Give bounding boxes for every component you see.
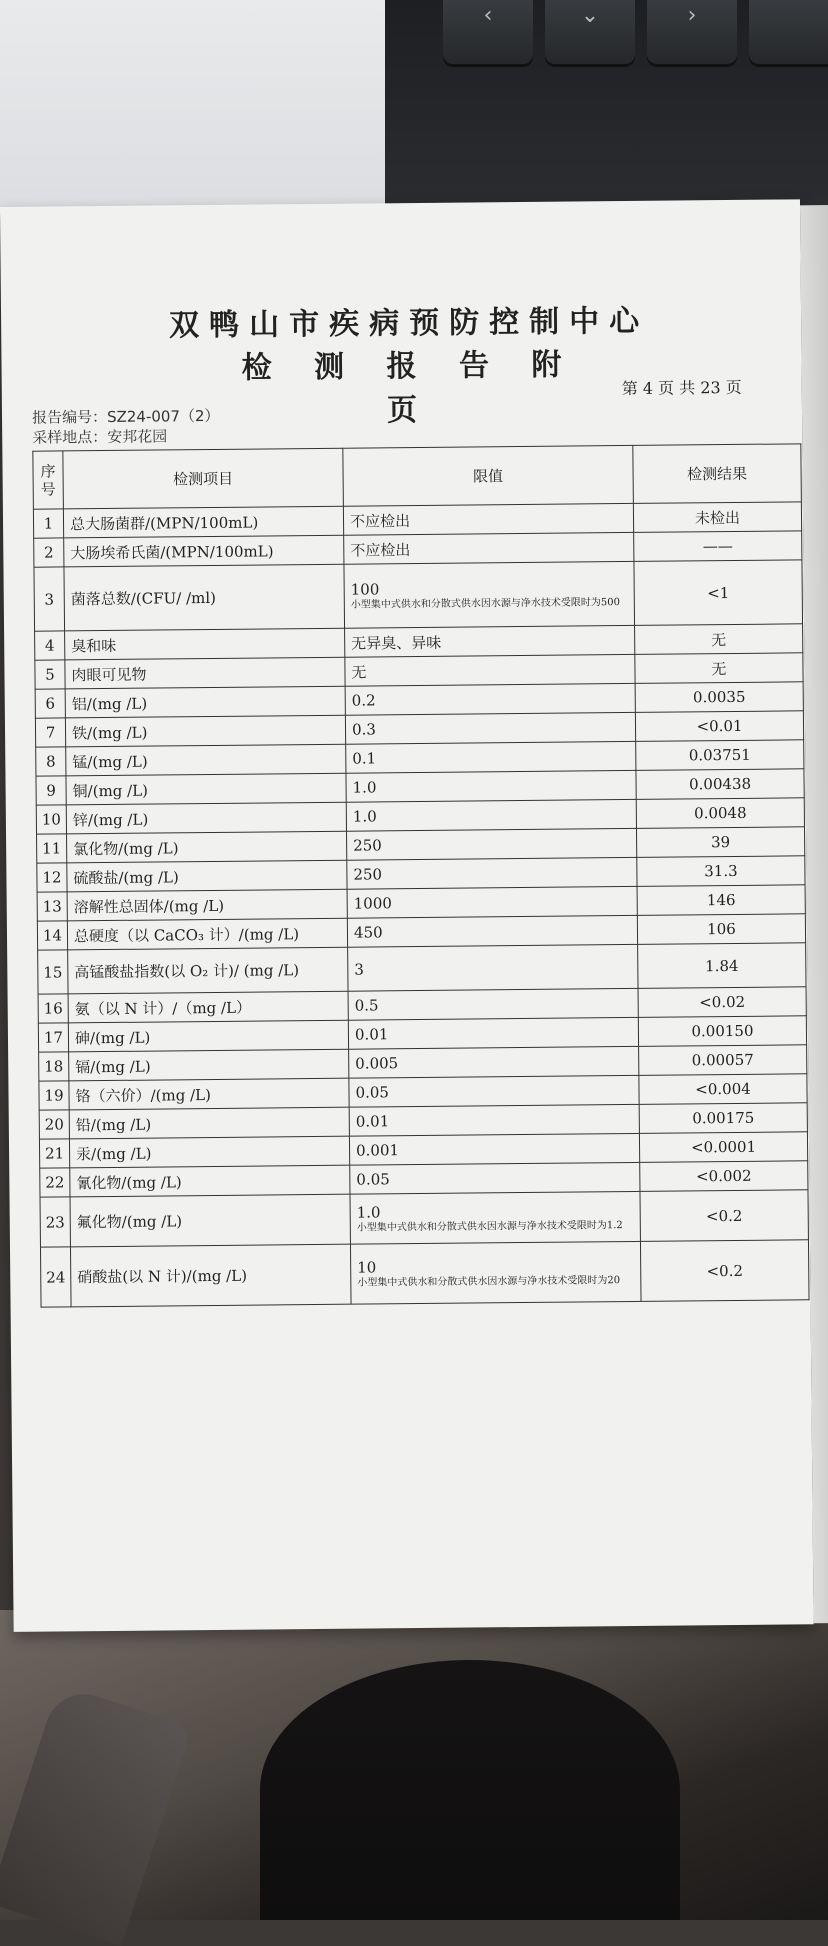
row-limit bbox=[345, 683, 635, 715]
row-limit bbox=[344, 561, 635, 628]
key-right-label: › bbox=[687, 3, 697, 28]
row-item: 氰化物/(mg /L) bbox=[70, 1165, 350, 1197]
row-result: 146 bbox=[637, 885, 805, 916]
row-item: 氯化物/(mg /L) bbox=[67, 831, 347, 863]
limit-value: 10 bbox=[357, 1258, 377, 1277]
row-number: 23 bbox=[40, 1197, 70, 1247]
table-row bbox=[38, 943, 806, 994]
limit-value: 250 bbox=[353, 865, 383, 884]
limit-value: 1.0 bbox=[352, 778, 377, 797]
report-page bbox=[0, 199, 814, 1632]
row-number: 7 bbox=[35, 718, 65, 747]
limit-value: 3 bbox=[354, 960, 364, 979]
keyboard-key-extra bbox=[749, 0, 828, 64]
keyboard-key-right bbox=[647, 0, 737, 64]
row-result: <0.002 bbox=[640, 1161, 808, 1192]
row-limit bbox=[345, 654, 635, 686]
row-item: 锌/(mg /L) bbox=[66, 802, 346, 834]
row-result: 106 bbox=[637, 914, 805, 945]
row-result: 0.00175 bbox=[639, 1103, 807, 1134]
row-number: 12 bbox=[37, 863, 67, 892]
row-item: 锰/(mg /L) bbox=[66, 744, 346, 776]
row-item: 高锰酸盐指数(以 O₂ 计)/ (mg /L) bbox=[68, 947, 348, 994]
row-item: 臭和味 bbox=[65, 628, 345, 660]
limit-note: 小型集中式供水和分散式供水因水源与净水技术受限时为1.2 bbox=[356, 1220, 623, 1234]
row-result: 未检出 bbox=[633, 502, 801, 533]
row-limit bbox=[349, 1133, 639, 1165]
header-result: 检测结果 bbox=[633, 444, 802, 504]
background-keyboard bbox=[385, 0, 828, 205]
row-item: 镉/(mg /L) bbox=[69, 1049, 349, 1081]
row-result: 0.00057 bbox=[639, 1045, 807, 1076]
row-number: 8 bbox=[36, 747, 66, 776]
row-number: 10 bbox=[36, 805, 66, 834]
limit-value: 0.1 bbox=[352, 749, 377, 768]
row-limit bbox=[347, 886, 637, 918]
limit-value: 1.0 bbox=[356, 1203, 381, 1222]
limit-note: 小型集中式供水和分散式供水因水源与净水技术受限时为20 bbox=[357, 1275, 621, 1289]
background-dark-object bbox=[260, 1660, 680, 1920]
keyboard-key-down bbox=[545, 0, 635, 64]
limit-value: 0.05 bbox=[356, 1170, 390, 1189]
row-result: <0.2 bbox=[640, 1240, 809, 1302]
row-limit bbox=[347, 857, 637, 889]
limit-value: 0.01 bbox=[355, 1112, 390, 1131]
limit-value: 无异臭、异味 bbox=[351, 633, 442, 653]
key-left-label: ‹ bbox=[483, 3, 493, 28]
row-limit bbox=[343, 503, 633, 535]
row-limit bbox=[346, 741, 636, 773]
limit-value: 450 bbox=[353, 923, 383, 942]
row-item: 氨（以 N 计）/（mg /L） bbox=[68, 991, 348, 1023]
report-number: 报告编号：SZ24-007（2） bbox=[31, 406, 220, 427]
document-subtitle: 检 测 报 告 附 页 bbox=[241, 347, 578, 429]
row-result: —— bbox=[634, 531, 802, 562]
row-limit bbox=[347, 915, 637, 947]
limit-value: 0.01 bbox=[354, 1025, 389, 1044]
row-item: 铝/(mg /L) bbox=[65, 686, 345, 718]
row-item: 大肠埃希氏菌/(MPN/100mL) bbox=[64, 535, 344, 567]
row-item: 总大肠菌群/(MPN/100mL) bbox=[63, 506, 343, 538]
row-number: 22 bbox=[40, 1168, 70, 1197]
row-number: 15 bbox=[38, 950, 68, 994]
row-number: 1 bbox=[33, 509, 63, 538]
row-limit bbox=[347, 828, 637, 860]
row-item: 菌落总数/(CFU/ /ml) bbox=[64, 564, 345, 631]
limit-value: 不应检出 bbox=[350, 540, 411, 560]
row-limit bbox=[346, 799, 636, 831]
row-number: 5 bbox=[35, 660, 65, 689]
row-number: 13 bbox=[37, 892, 67, 921]
page-number: 第 4 页 共 23 页 bbox=[621, 377, 742, 399]
keyboard-key-left bbox=[443, 0, 533, 64]
limit-value: 250 bbox=[353, 836, 382, 855]
row-item: 肉眼可见物 bbox=[65, 657, 345, 689]
row-number: 11 bbox=[37, 834, 67, 863]
limit-value: 1000 bbox=[353, 894, 392, 913]
limit-value: 0.2 bbox=[351, 691, 376, 710]
row-limit bbox=[349, 1046, 639, 1078]
limit-value: 0.05 bbox=[355, 1083, 390, 1102]
row-number: 6 bbox=[35, 689, 65, 718]
row-item: 铬（六价）/(mg /L) bbox=[69, 1078, 349, 1110]
table-header-row bbox=[33, 444, 802, 509]
row-number: 17 bbox=[38, 1023, 68, 1052]
header-seq: 序号 bbox=[33, 451, 64, 509]
row-item: 汞/(mg /L) bbox=[69, 1136, 349, 1168]
row-limit bbox=[348, 1017, 638, 1049]
row-item: 硝酸盐(以 N 计)/(mg /L) bbox=[70, 1244, 351, 1307]
row-item: 砷/(mg /L) bbox=[68, 1020, 348, 1052]
row-number: 2 bbox=[34, 538, 64, 567]
background-paper bbox=[0, 0, 410, 215]
row-result: <0.2 bbox=[640, 1190, 808, 1242]
results-table bbox=[32, 443, 809, 1307]
limit-value: 1.0 bbox=[352, 807, 377, 826]
row-result: 0.03751 bbox=[636, 740, 804, 771]
limit-value: 0.3 bbox=[351, 720, 376, 739]
row-result: 无 bbox=[635, 653, 803, 684]
limit-value: 0.005 bbox=[355, 1054, 399, 1073]
row-limit bbox=[344, 532, 634, 564]
row-limit bbox=[349, 1075, 639, 1107]
row-number: 4 bbox=[35, 631, 65, 660]
row-item: 溶解性总固体/(mg /L) bbox=[67, 889, 347, 921]
limit-value: 无 bbox=[351, 663, 367, 682]
document-title: 双鸭山市疾病预防控制中心 bbox=[168, 303, 650, 344]
limit-value: 100 bbox=[350, 580, 380, 599]
row-result: 0.00438 bbox=[636, 769, 804, 800]
limit-value: 0.5 bbox=[354, 996, 379, 1015]
row-limit bbox=[348, 944, 638, 991]
row-item: 铅/(mg /L) bbox=[69, 1107, 349, 1139]
table-row bbox=[40, 1240, 809, 1307]
row-item: 铁/(mg /L) bbox=[65, 715, 345, 747]
limit-value: 不应检出 bbox=[349, 511, 411, 531]
key-down-label: ⌄ bbox=[580, 3, 600, 28]
row-limit bbox=[345, 625, 635, 657]
limit-value: 0.001 bbox=[355, 1141, 400, 1160]
row-number: 21 bbox=[39, 1139, 69, 1168]
row-result: 31.3 bbox=[637, 856, 805, 887]
row-item: 铜/(mg /L) bbox=[66, 773, 346, 805]
row-result: 无 bbox=[635, 624, 803, 655]
row-result: <1 bbox=[634, 560, 803, 626]
limit-note: 小型集中式供水和分散式供水因水源与净水技术受限时为500 bbox=[350, 597, 620, 611]
row-number: 16 bbox=[38, 994, 68, 1023]
row-result: 0.0048 bbox=[636, 798, 804, 829]
row-number: 20 bbox=[39, 1110, 69, 1139]
row-limit bbox=[346, 770, 636, 802]
row-limit bbox=[348, 988, 638, 1020]
row-result: 39 bbox=[636, 827, 804, 858]
row-result: 0.00150 bbox=[638, 1016, 806, 1047]
row-limit bbox=[345, 712, 635, 744]
row-result: <0.02 bbox=[638, 987, 806, 1018]
row-result: 1.84 bbox=[638, 943, 806, 989]
row-item: 总硬度（以 CaCO₃ 计）/(mg /L) bbox=[67, 918, 347, 950]
row-number: 19 bbox=[39, 1081, 69, 1110]
table-row bbox=[34, 560, 803, 631]
header-item: 检测项目 bbox=[63, 448, 344, 509]
row-result: <0.004 bbox=[639, 1074, 807, 1105]
row-result: <0.01 bbox=[635, 711, 803, 742]
row-number: 9 bbox=[36, 776, 66, 805]
sampling-site: 采样地点：安邦花园 bbox=[32, 427, 168, 447]
row-limit bbox=[350, 1162, 640, 1194]
table-row bbox=[40, 1190, 808, 1247]
row-number: 3 bbox=[34, 567, 65, 631]
row-item: 氟化物/(mg /L) bbox=[70, 1194, 350, 1247]
row-result: <0.0001 bbox=[639, 1132, 807, 1163]
header-limit: 限值 bbox=[343, 445, 634, 506]
row-number: 24 bbox=[40, 1247, 71, 1307]
row-number: 18 bbox=[39, 1052, 69, 1081]
row-limit bbox=[350, 1241, 641, 1304]
row-number: 14 bbox=[37, 921, 67, 950]
row-item: 硫酸盐/(mg /L) bbox=[67, 860, 347, 892]
row-limit bbox=[350, 1191, 640, 1244]
row-result: 0.0035 bbox=[635, 682, 803, 713]
row-limit bbox=[349, 1104, 639, 1136]
